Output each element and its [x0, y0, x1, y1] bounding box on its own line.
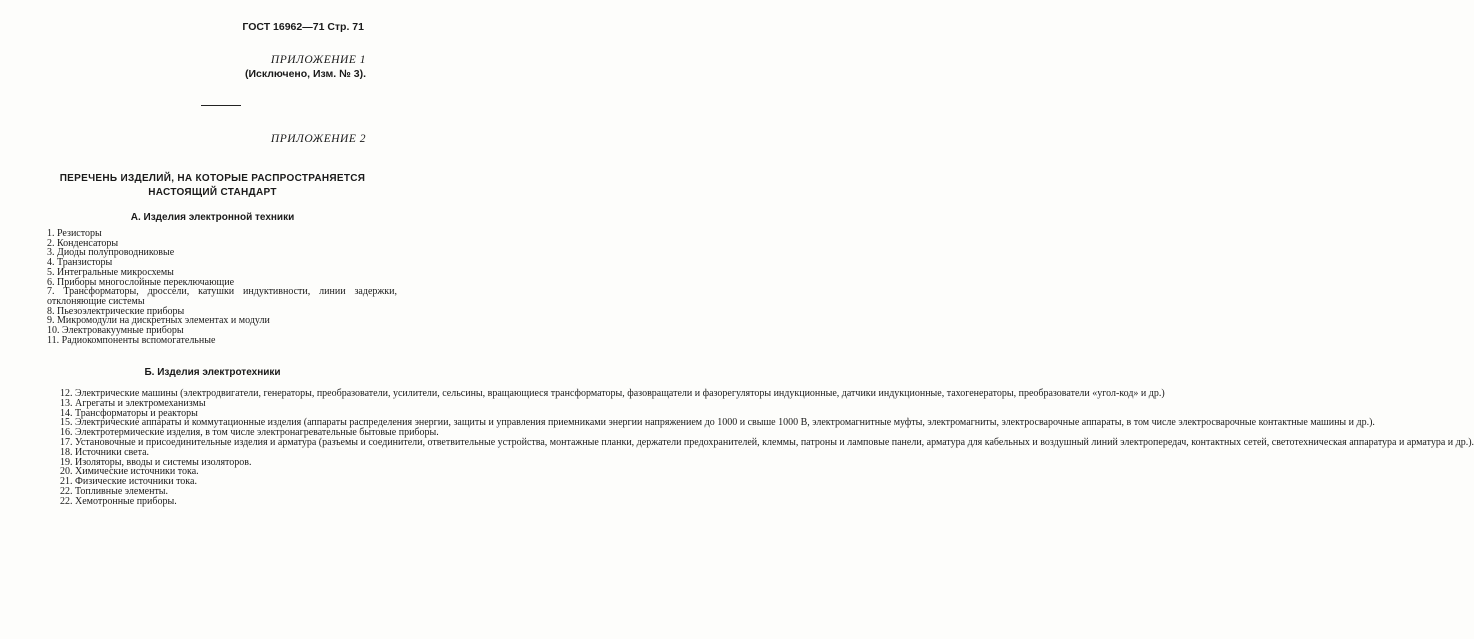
- list-item: 19. Изоляторы, вводы и системы изоляторов.: [60, 456, 252, 468]
- page-header: ГОСТ 16962—71 Стр. 71: [242, 21, 364, 33]
- list-item: 22. Топливные элементы.: [60, 485, 169, 497]
- list-item: 4. Транзисторы: [47, 257, 113, 269]
- list-item: 14. Трансформаторы и реакторы: [60, 407, 198, 419]
- list-item: 10. Электровакуумные приборы: [47, 325, 184, 337]
- divider: [201, 105, 241, 106]
- list-item: 13. Агрегаты и электромеханизмы: [60, 397, 206, 409]
- list-item: 16. Электротермические изделия, в том числе электронагревательные бытовые приборы.: [60, 427, 439, 439]
- appendix2-title: ПРИЛОЖЕНИЕ 2: [270, 133, 366, 145]
- section-a-list: [47, 229, 397, 345]
- section-a-title: А. Изделия электронной техники: [130, 212, 295, 223]
- list-item: 9. Микромодули на дискретных элементах и модули: [47, 315, 270, 327]
- list-item: 18. Источники света.: [60, 446, 150, 458]
- list-item: 8. Пьезоэлектрические приборы: [47, 305, 185, 317]
- appendix1-title: ПРИЛОЖЕНИЕ 1: [270, 54, 366, 66]
- list-item: 15. Электрические аппараты и коммутационные изделия (аппараты распределения энергии, защиты и управления приемниками энергии напряжением до 1000 и свыше 1000 В, электромагнитные муфты, электромагниты, электросварочные аппараты, в том числе электросварочные контактные машины и др.).: [60, 417, 1375, 429]
- list-item: 21. Физические источники тока.: [60, 476, 197, 488]
- appendix1-note: (Исключено, Изм. № 3).: [244, 68, 366, 80]
- list-item: 1. Резисторы: [47, 228, 102, 239]
- list-item: 20. Химические источники тока.: [60, 466, 199, 478]
- list-item: 6. Приборы многослойные переключающие: [47, 276, 235, 288]
- list-item: 3. Диоды полупроводниковые: [47, 247, 175, 259]
- list-item: 7. Трансформаторы, дроссели, катушки индуктивности, линии задержки, отклоняющие системы: [47, 286, 397, 307]
- section-b-title: Б. Изделия электротехники: [144, 367, 281, 378]
- list-item: 11. Радиокомпоненты вспомогательные: [47, 334, 216, 346]
- list-item: 2. Конденсаторы: [47, 237, 119, 249]
- document-title: ПЕРЕЧЕНЬ ИЗДЕЛИЙ, НА КОТОРЫЕ РАСПРОСТРАНЯЕТСЯ НАСТОЯЩИЙ СТАНДАРТ: [59, 173, 366, 198]
- list-item: 12. Электрические машины (электродвигатели, генераторы, преобразователи, усилители, сельсины, вращающиеся трансформаторы, фазовращатели и фазорегуляторы индукционные, датчики индукционные, тахогенераторы, преобразователи «угол-код» и др.): [60, 388, 1165, 399]
- list-item: 5. Интегральные микросхемы: [47, 266, 174, 278]
- list-item: 22. Хемотронные приборы.: [60, 495, 177, 507]
- section-b-list: [60, 388, 1474, 507]
- list-item: 17. Установочные и присоединительные изделия и арматура (разъемы и соединители, ответвительные устройства, монтажные планки, держатели предохранителей, клеммы, патроны и ламповые панели, арматура для кабельных и воздушный линий электропередач, контактных сетей, светотехническая аппаратура и арматура и др.).: [60, 436, 1474, 448]
